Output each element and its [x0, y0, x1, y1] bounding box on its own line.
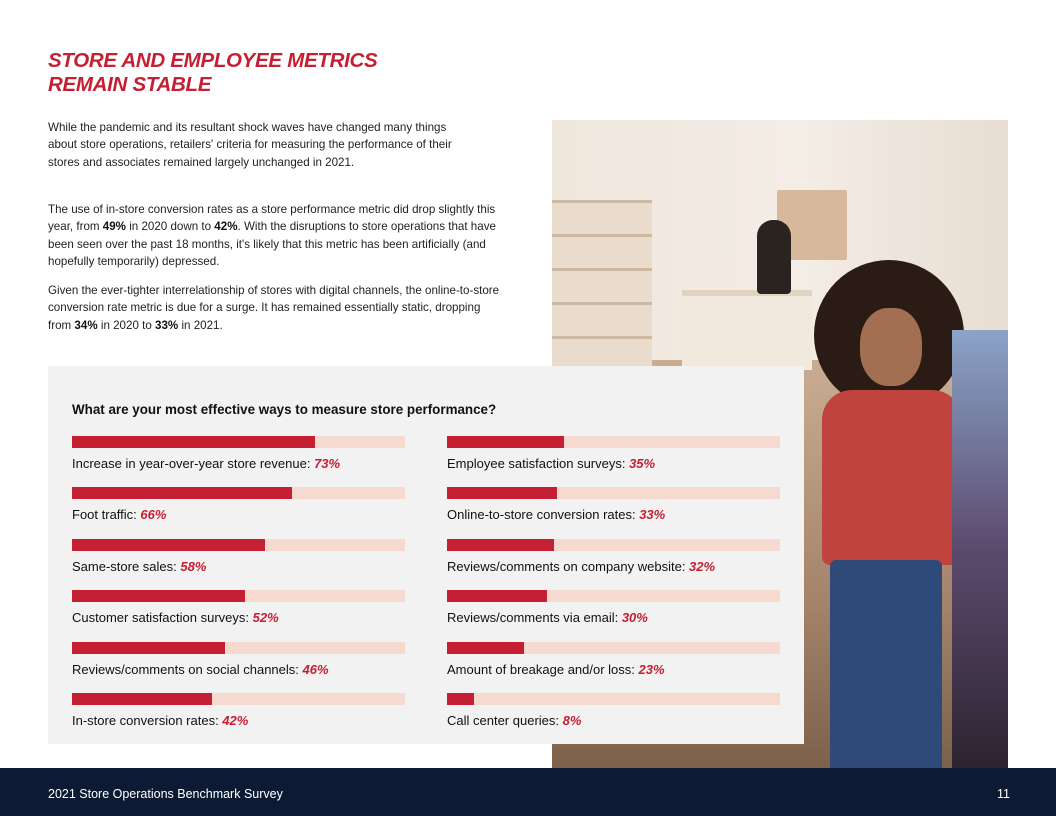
photo-shopper-jeans: [830, 560, 942, 768]
bar-track: [72, 436, 405, 448]
bar-value-label: 30%: [621, 610, 648, 626]
bar-item: [72, 539, 405, 579]
paragraph-text: The use of in-store conversion rates as a store performance metric did drop slightly this year, from: [48, 203, 496, 234]
bar-label-text: Foot traffic:: [72, 507, 141, 523]
bar-label: [447, 662, 665, 677]
bar-label: [72, 713, 248, 728]
page-title: [48, 49, 377, 97]
bar-label: [72, 610, 279, 625]
bar-value-label: 52%: [252, 610, 279, 626]
bar-label: [447, 507, 665, 522]
bar-label-text: In-store conversion rates:: [72, 713, 223, 728]
chart-question: What are your most effective ways to measure store performance?: [72, 402, 497, 417]
bar-item: [447, 693, 780, 733]
bar-fill: [72, 693, 212, 705]
bar-value-label: 35%: [629, 456, 656, 471]
bar-track: [447, 590, 780, 602]
bar-item: [72, 487, 405, 527]
bar-label: [447, 559, 715, 574]
bar-fill: [72, 436, 315, 448]
bar-label-text: Reviews/comments on company website:: [447, 558, 690, 574]
bar-item: [72, 693, 405, 733]
bar-track: [447, 487, 780, 499]
bar-value-label: 42%: [222, 713, 249, 728]
bar-fill: [72, 590, 245, 602]
bar-label: [72, 456, 340, 471]
bar-track: [447, 539, 780, 551]
bar-label-text: Increase in year-over-year store revenue:: [72, 456, 315, 471]
bar-label-text: Reviews/comments via email:: [447, 610, 622, 626]
bar-item: [447, 590, 780, 630]
footer-title: 2021 Store Operations Benchmark Survey: [48, 787, 283, 801]
bar-value-label: 8%: [562, 713, 582, 728]
bar-value-label: 33%: [639, 507, 666, 523]
bar-item: [72, 436, 405, 476]
bar-track: [72, 693, 405, 705]
bar-item: [447, 487, 780, 527]
photo-shopper-face: [860, 308, 922, 386]
bar-fill: [447, 436, 564, 448]
bar-fill: [447, 539, 554, 551]
bar-label-text: Same-store sales:: [72, 558, 181, 574]
bar-track: [72, 642, 405, 654]
bar-fill: [447, 642, 524, 654]
bar-fill: [447, 693, 474, 705]
photo-clerk: [757, 220, 791, 294]
stat-2020: 49%: [102, 220, 126, 234]
bar-track: [72, 590, 405, 602]
stat-2020: 34%: [74, 318, 98, 332]
bar-item: [447, 539, 780, 579]
online-paragraph: [48, 282, 506, 334]
bar-label-text: Reviews/comments on social channels:: [72, 661, 303, 677]
stat-2021: 42%: [214, 220, 238, 234]
bar-label-text: Online-to-store conversion rates:: [447, 507, 640, 523]
photo-counter: [682, 290, 812, 370]
bar-value-label: 73%: [314, 456, 341, 471]
bar-label: [447, 610, 648, 625]
page-title-line1: STORE AND EMPLOYEE METRICS: [48, 49, 378, 72]
conversion-paragraph: [48, 201, 506, 271]
bar-fill: [72, 487, 292, 499]
bar-track: [72, 487, 405, 499]
bar-fill: [447, 590, 547, 602]
bar-label-text: Amount of breakage and/or loss:: [447, 661, 639, 677]
bar-fill: [72, 539, 265, 551]
paragraph-text: in 2020 down to: [125, 220, 215, 234]
paragraph-text: in 2020 to: [97, 318, 156, 332]
bar-label-text: Customer satisfaction surveys:: [72, 610, 253, 626]
bar-track: [447, 642, 780, 654]
photo-shelf: [552, 200, 652, 370]
bar-label: [447, 713, 581, 728]
footer-bar: [0, 768, 1056, 816]
bar-label: [72, 559, 206, 574]
page-title-line2: REMAIN STABLE: [48, 73, 212, 96]
bar-value-label: 46%: [302, 661, 329, 677]
bar-label-text: Call center queries:: [447, 713, 563, 728]
bar-fill: [72, 642, 225, 654]
bar-item: [72, 642, 405, 682]
bar-track: [72, 539, 405, 551]
intro-paragraph: While the pandemic and its resultant shock waves have changed many things about store operations, retailers' criteria for measuring the performance of their stores and associates remained largely unchanged in 2021.: [48, 121, 452, 169]
photo-shopper-shirt: [822, 390, 962, 565]
bar-label: [72, 507, 166, 522]
bar-label: [72, 662, 329, 677]
bar-value-label: 23%: [638, 661, 665, 677]
bar-item: [447, 642, 780, 682]
bar-item: [447, 436, 780, 476]
bar-track: [447, 693, 780, 705]
bar-value-label: 58%: [180, 558, 207, 574]
photo-clothing-rack: [952, 330, 1008, 768]
bar-label-text: Employee satisfaction surveys:: [447, 456, 630, 471]
bar-item: [72, 590, 405, 630]
bar-label: [447, 456, 655, 471]
bar-track: [447, 436, 780, 448]
paragraph-text: in 2021.: [178, 318, 223, 332]
stat-2021: 33%: [155, 318, 179, 332]
paragraph-text: . With the disruptions to store operations that have been seen over the past 18 months, it's likely that this metric has been artificially (and hopefully temporarily) depressed.: [48, 220, 496, 269]
bar-fill: [447, 487, 557, 499]
chart-panel: [48, 366, 804, 744]
bar-value-label: 66%: [140, 507, 167, 523]
bar-value-label: 32%: [689, 558, 716, 574]
page-number: 11: [997, 787, 1010, 801]
paragraph-text: Given the ever-tighter interrelationship of stores with digital channels, the online-to-store conversion rate metric is due for a surge. It has remained essentially static, dropping from: [48, 284, 500, 332]
